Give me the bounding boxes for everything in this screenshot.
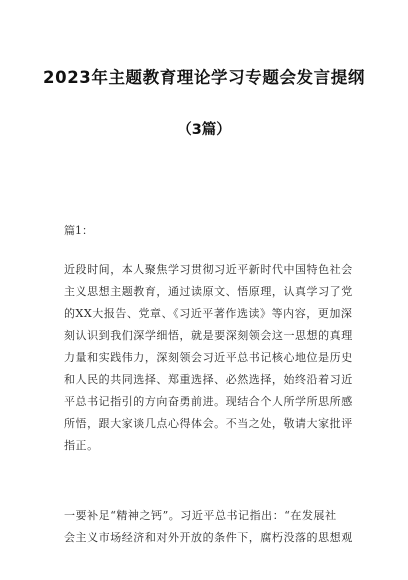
paragraph-line: 平总书记指引的方向奋勇前进。现结合个人所学所思所感 [64,395,353,408]
paragraph-line: 力量和实践伟力，深刻领会习近平总书记核心地位是历史 [64,351,353,364]
paragraph-line: 会主义市场经济和对外开放的条件下，腐朽没落的思想观 [64,531,353,544]
paragraph-1 [64,259,354,457]
paragraph-line: 指正。 [64,439,99,452]
paragraph-line: 近段时间，本人聚焦学习贯彻习近平新时代中国特色社会 [64,263,353,276]
paragraph-line: 主义思想主题教育，通过读原文、悟原理，认真学习了党 [64,285,353,298]
paragraph-2 [64,505,354,549]
section-label: 篇1： [64,224,93,237]
document-title: 2023年主题教育理论学习专题会发言提纲 [43,68,365,87]
paragraph-line: 所悟，跟大家谈几点心得体会。不当之处，敬请大家批评 [64,417,353,430]
paragraph-line: 的XX大报告、党章、《习近平著作选读》等内容，更加深 [64,307,353,320]
paragraph-line: 和人民的共同选择、郑重选择、必然选择，始终沿着习近 [64,373,353,386]
paragraph-line: 刻认识到我们深学细悟，就是要深刻领会这一思想的真理 [64,329,353,342]
document-subtitle: （3篇） [177,122,231,138]
paragraph-line: 一要补足“精神之钙”。习近平总书记指出：“在发展社 [64,509,337,522]
